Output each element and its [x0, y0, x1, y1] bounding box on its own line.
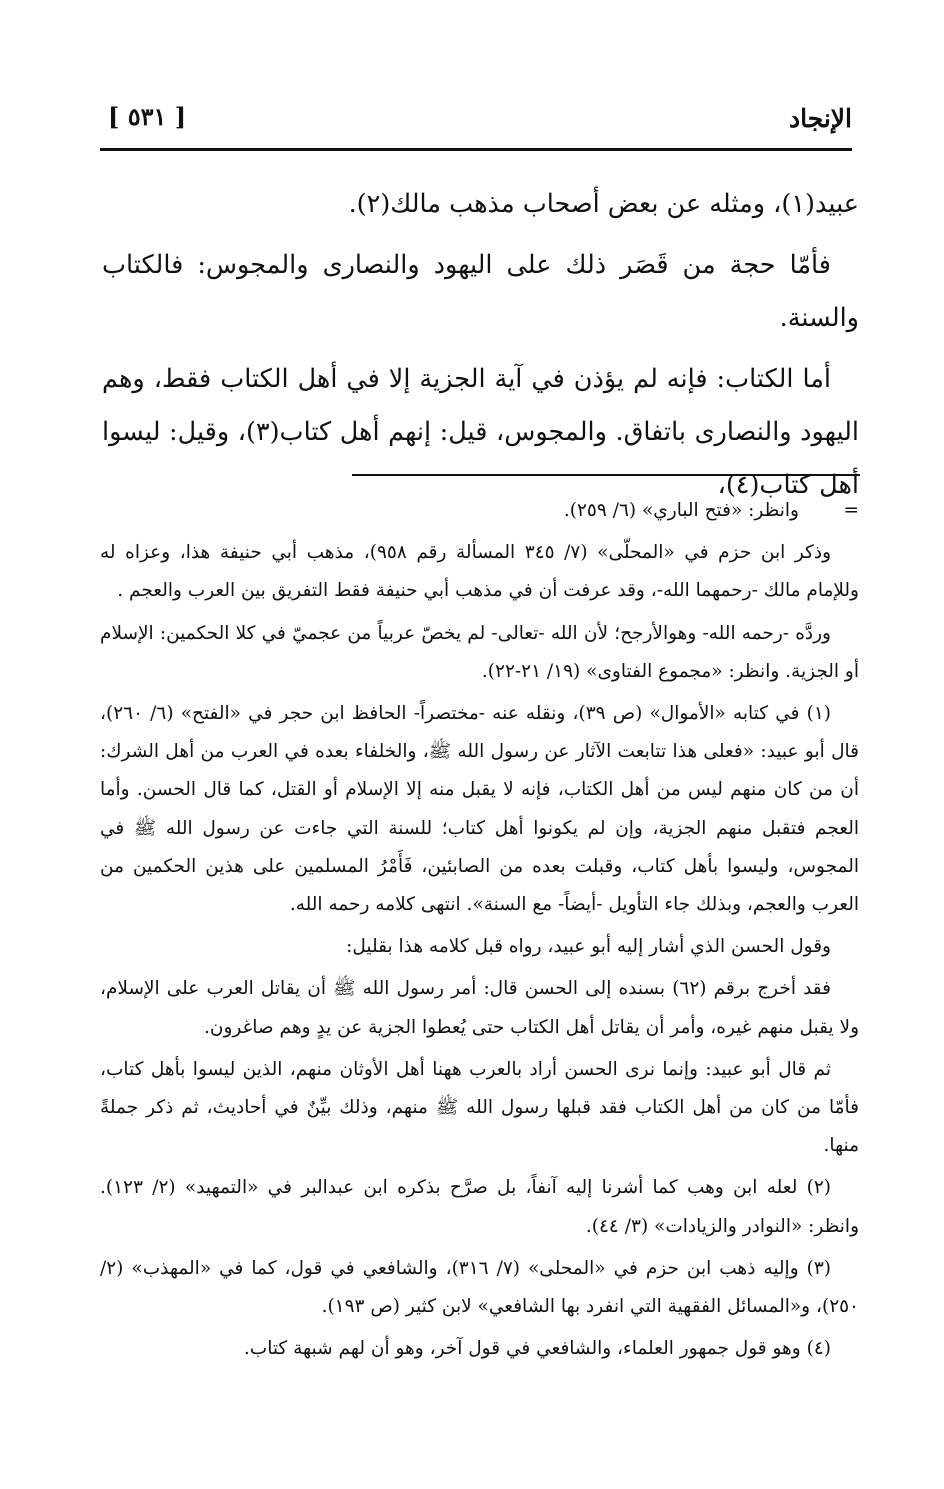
main-paragraph-2: فأمّا حجة من قَصَر ذلك على اليهود والنصارى والمجوس: فالكتاب والسنة.	[102, 250, 859, 333]
main-text	[102, 178, 859, 520]
main-paragraph-1: عبيد(١)، ومثله عن بعض أصحاب مذهب مالك(٢).	[348, 189, 859, 219]
running-title: الإنجاد	[788, 104, 852, 133]
footnote-1: (١) في كتابه «الأموال» (ص ٣٩)، ونقله عنه -مختصراً- الحافظ ابن حجر في «الفتح» (٦/ ٢٦٠)، قال أبو عبيد: «فعلى هذا تتابعت الآثار عن رسول الله ﷺ، والخلفاء بعده في العرب من أهل الشرك: أن من كان منهم ليس من أهل الكتاب، فإنه لا يقبل منه إلا الإسلام أو القتل، كما قال الحسن. وأما العجم فتقبل منهم الجزية، وإن لم يكونوا أهل كتاب؛ للسنة التي جاءت عن رسول الله ﷺ في المجوس، وليسوا بأهل كتاب، وقبلت بعده من الصابئين، فَأَمْرُ المسلمين على هذين الحكمين من العرب والعجم، وبذلك جاء التأويل -أيضاً- مع السنة». انتهى كلامه رحمه الله.	[100, 703, 859, 916]
footnote-4: (٤) وهو قول جمهور العلماء، والشافعي في قول آخر، وهو أن لهم شبهة كتاب.	[243, 1338, 831, 1360]
footnotes	[100, 492, 859, 1372]
footnote-1-hadith: فقد أخرج برقم (٦٢) بسنده إلى الحسن قال: أمر رسول الله ﷺ أن يقاتل العرب على الإسلام، ولا يقبل منهم غيره، وأمر أن يقاتل أهل الكتاب حتى يُعطوا الجزية عن يدٍ وهم صاغرون.	[100, 978, 859, 1038]
footnote-1-comment: ثم قال أبو عبيد: وإنما نرى الحسن أراد بالعرب ههنا أهل الأوثان منهم، الذين ليسوا بأهل كتاب، فأمّا من كان من أهل الكتاب فقد قبلها رسول الله ﷺ منهم، وذلك بيِّنٌ في أحاديث، ثم ذكر جملةً منها.	[100, 1058, 859, 1157]
footnote-3: (٣) وإليه ذهب ابن حزم في «المحلى» (٧/ ٣١٦)، والشافعي في قول، كما في «المهذب» (٢/ ٢٥٠)، و«المسائل الفقهية التي انفرد بها الشافعي» لابن كثير (ص ١٩٣).	[100, 1257, 859, 1318]
continuation-mark: =	[843, 500, 859, 521]
footnote-continued-ref: وانظر: «فتح الباري» (٦/ ٢٥٩).	[563, 500, 799, 521]
header-rule	[100, 148, 852, 151]
footnote-continued-tarjih: وردَّه -رحمه الله- وهوالأرجح؛ لأن الله -تعالى- لم يخصّ عربياً من عجميّ في كلا الحكمين: الإسلام أو الجزية. وانظر: «مجموع الفتاوى» (١٩/ ٢١-٢٢).	[100, 622, 859, 682]
page-number: [ ٥٣١ ]	[108, 102, 187, 131]
footnote-1-hasan: وقول الحسن الذي أشار إليه أبو عبيد، رواه قبل كلامه هذا بقليل:	[346, 936, 831, 958]
footnote-separator	[352, 474, 860, 476]
footnote-2: (٢) لعله ابن وهب كما أشرنا إليه آنفاً، بل صرَّح بذكره ابن عبدالبر في «التمهيد» (٢/ ١٢٣). وانظر: «النوادر والزيادات» (٣/ ٤٤).	[100, 1177, 859, 1237]
page-header	[100, 98, 852, 146]
main-paragraph-3: أما الكتاب: فإنه لم يؤذن في آية الجزية إلا في أهل الكتاب فقط، وهم اليهود والنصارى باتفاق. والمجوس، قيل: إنهم أهل كتاب(٣)، وقيل: ليسوا أهل كتاب(٤)،	[102, 364, 859, 500]
footnote-continued-ibn-hazm: وذكر ابن حزم في «المحلّى» (٧/ ٣٤٥ المسألة رقم ٩٥٨)، مذهب أبي حنيفة هذا، وعزاه له وللإمام مالك -رحمهما الله-، وقد عرفت أن في مذهب أبي حنيفة فقط التفريق بين العرب والعجم .	[100, 542, 859, 602]
footnote-continuation	[100, 492, 859, 530]
